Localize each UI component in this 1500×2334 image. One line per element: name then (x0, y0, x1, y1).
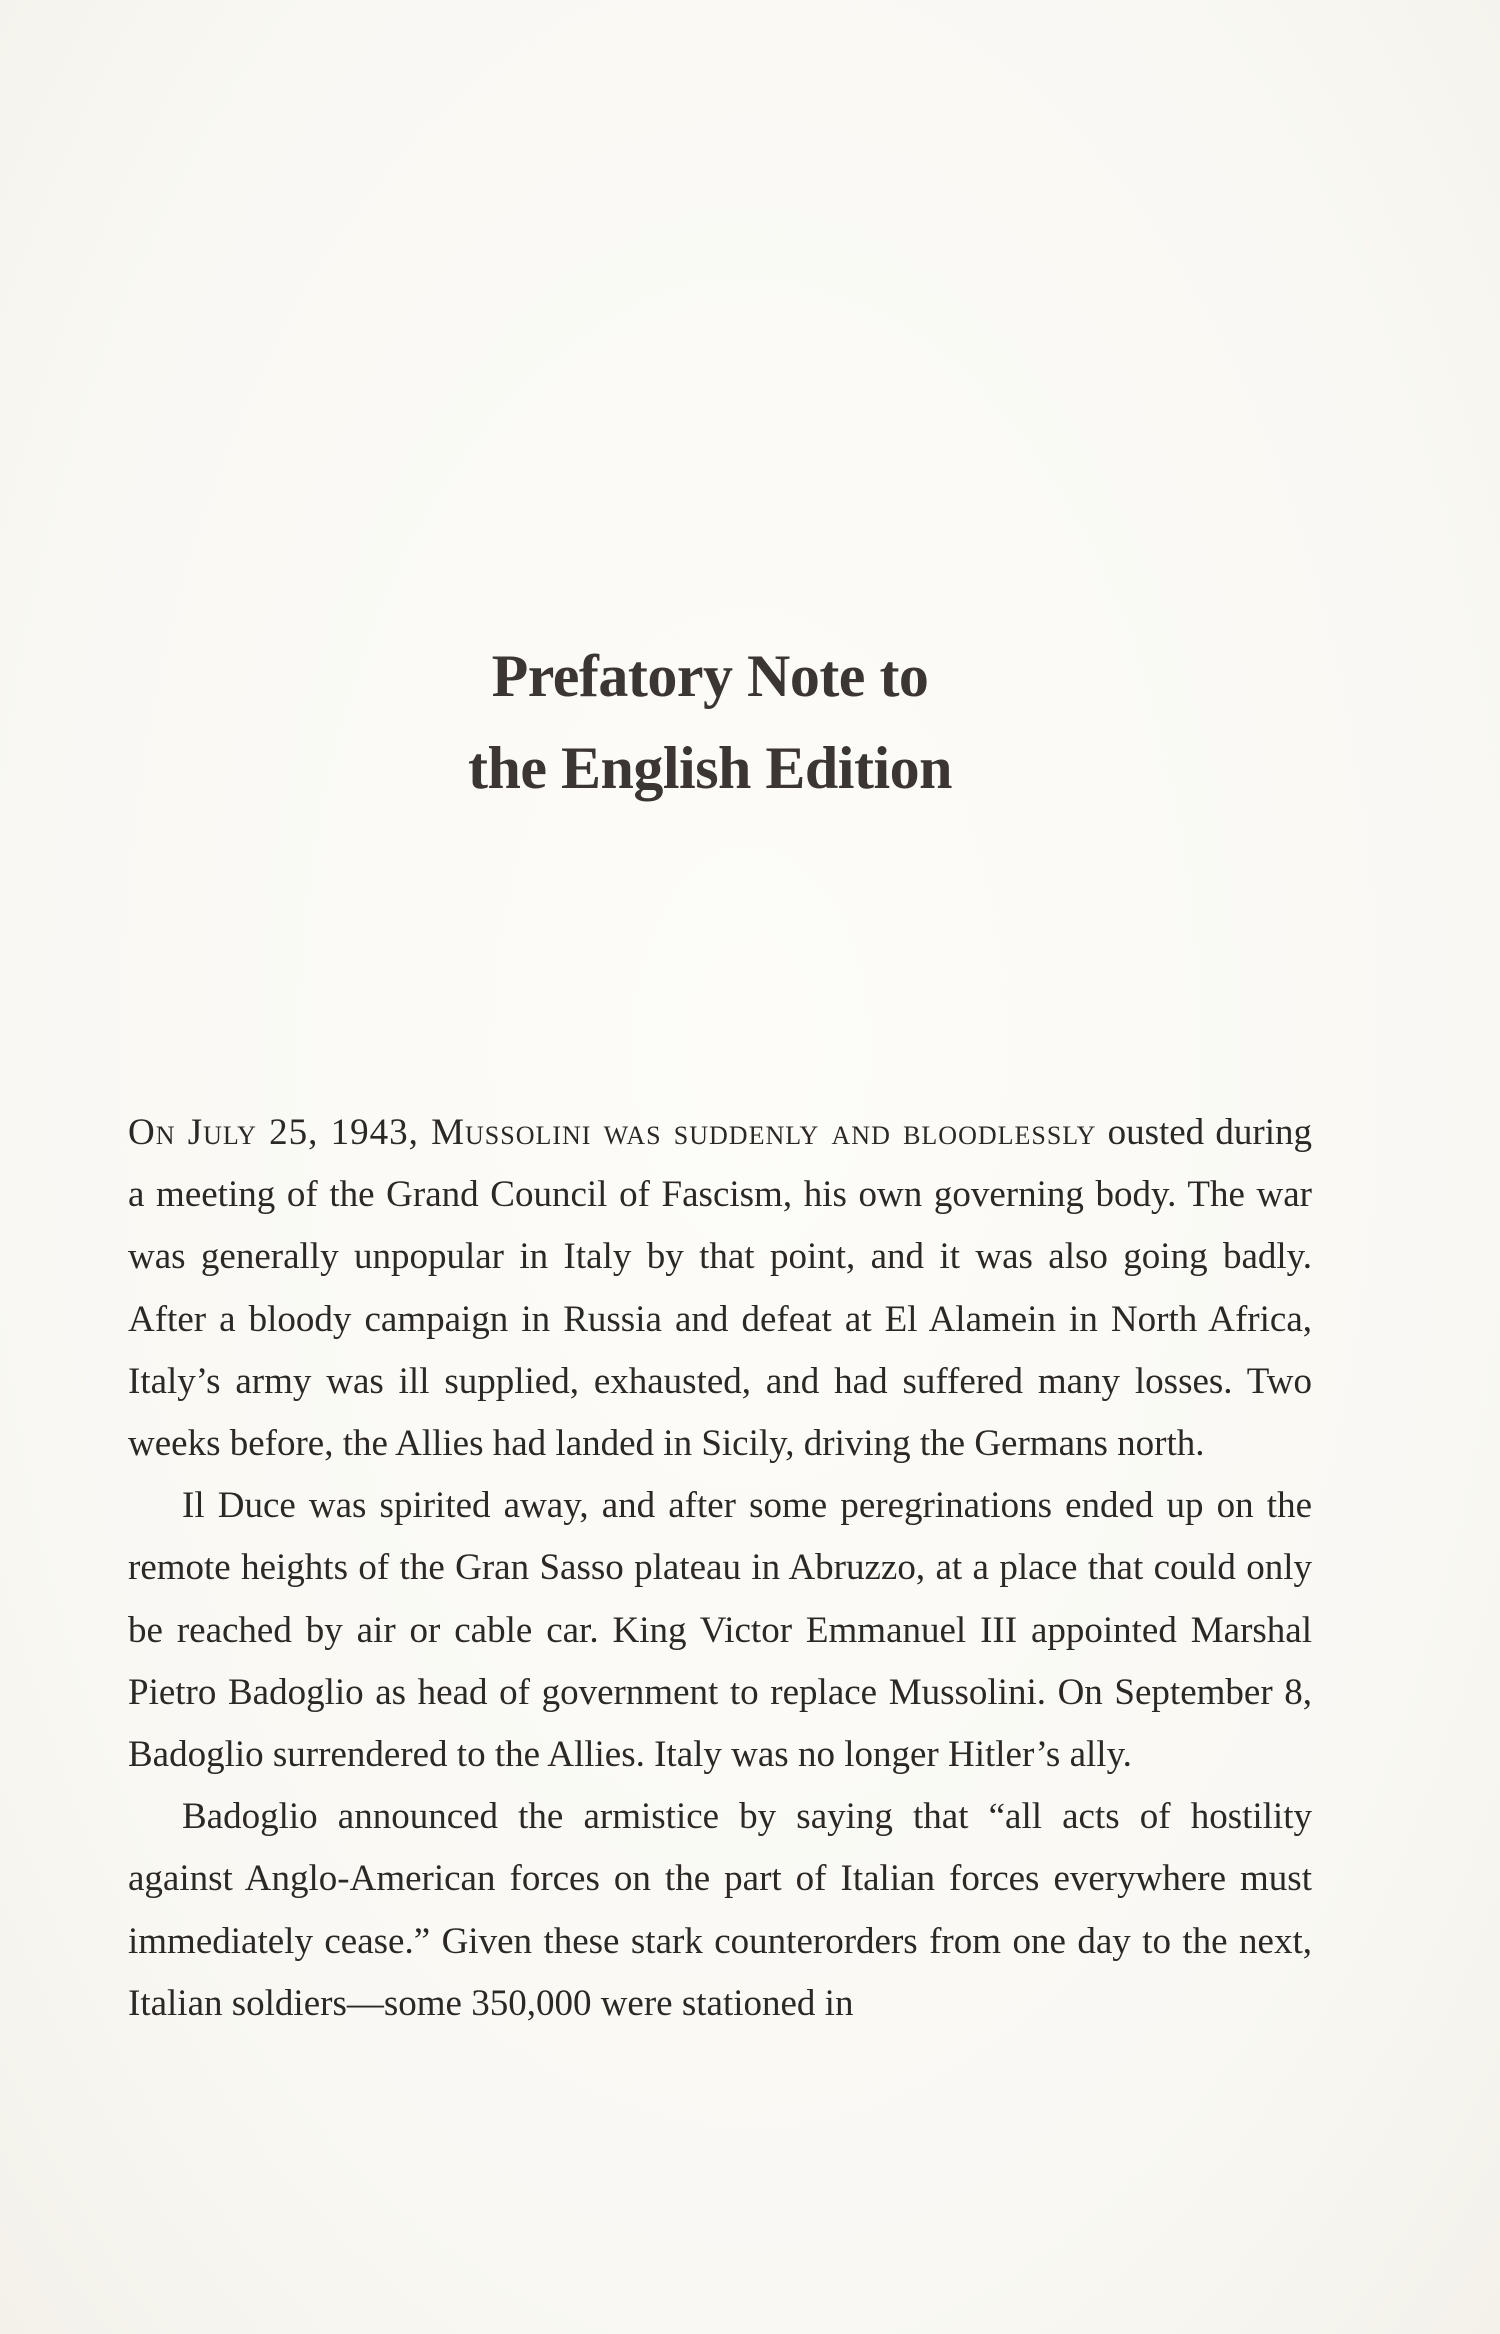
chapter-title (0, 630, 1420, 814)
paragraph-1-text: ousted during a meeting of the Grand Council of Fascism, his own governing body. The war was generally unpopular in Italy by that point, and it was also going badly. After a bloody campaign in Russia and defeat at El Alamein in North Africa, Italy’s army was ill supplied, exhausted, and had suffered many losses. Two weeks before, the Allies had landed in Sicily, driving the Germans north. (128, 1112, 1313, 1465)
chapter-title-line-1: Prefatory Note to (491, 643, 929, 710)
body-text (128, 1102, 1312, 2035)
chapter-title-line-2: the English Edition (467, 735, 952, 802)
paragraph-2: Il Duce was spirited away, and after some peregrinations ended up on the remote heights of the Gran Sasso plateau in Abruzzo, at a place that could only be reached by air or cable car. King Victor Emmanuel III appointed Marshal Pietro Badoglio as head of government to replace Mussolini. On September 8, Badoglio surrendered to the Allies. Italy was no longer Hitler’s ally. (128, 1485, 1312, 1776)
paragraph-3: Badoglio announced the armistice by saying that “all acts of hostility against Anglo-American forces on the part of Italian forces everywhere must immediately cease.” Given these stark counterorders from one day to the next, Italian soldiers—some 350,000 were stationed in (128, 1796, 1312, 2024)
paragraph-1 (128, 1102, 1312, 1475)
paragraph-1-lead-in: On July 25, 1943, Mussolini was suddenly and bloodlessly (128, 1112, 1097, 1153)
